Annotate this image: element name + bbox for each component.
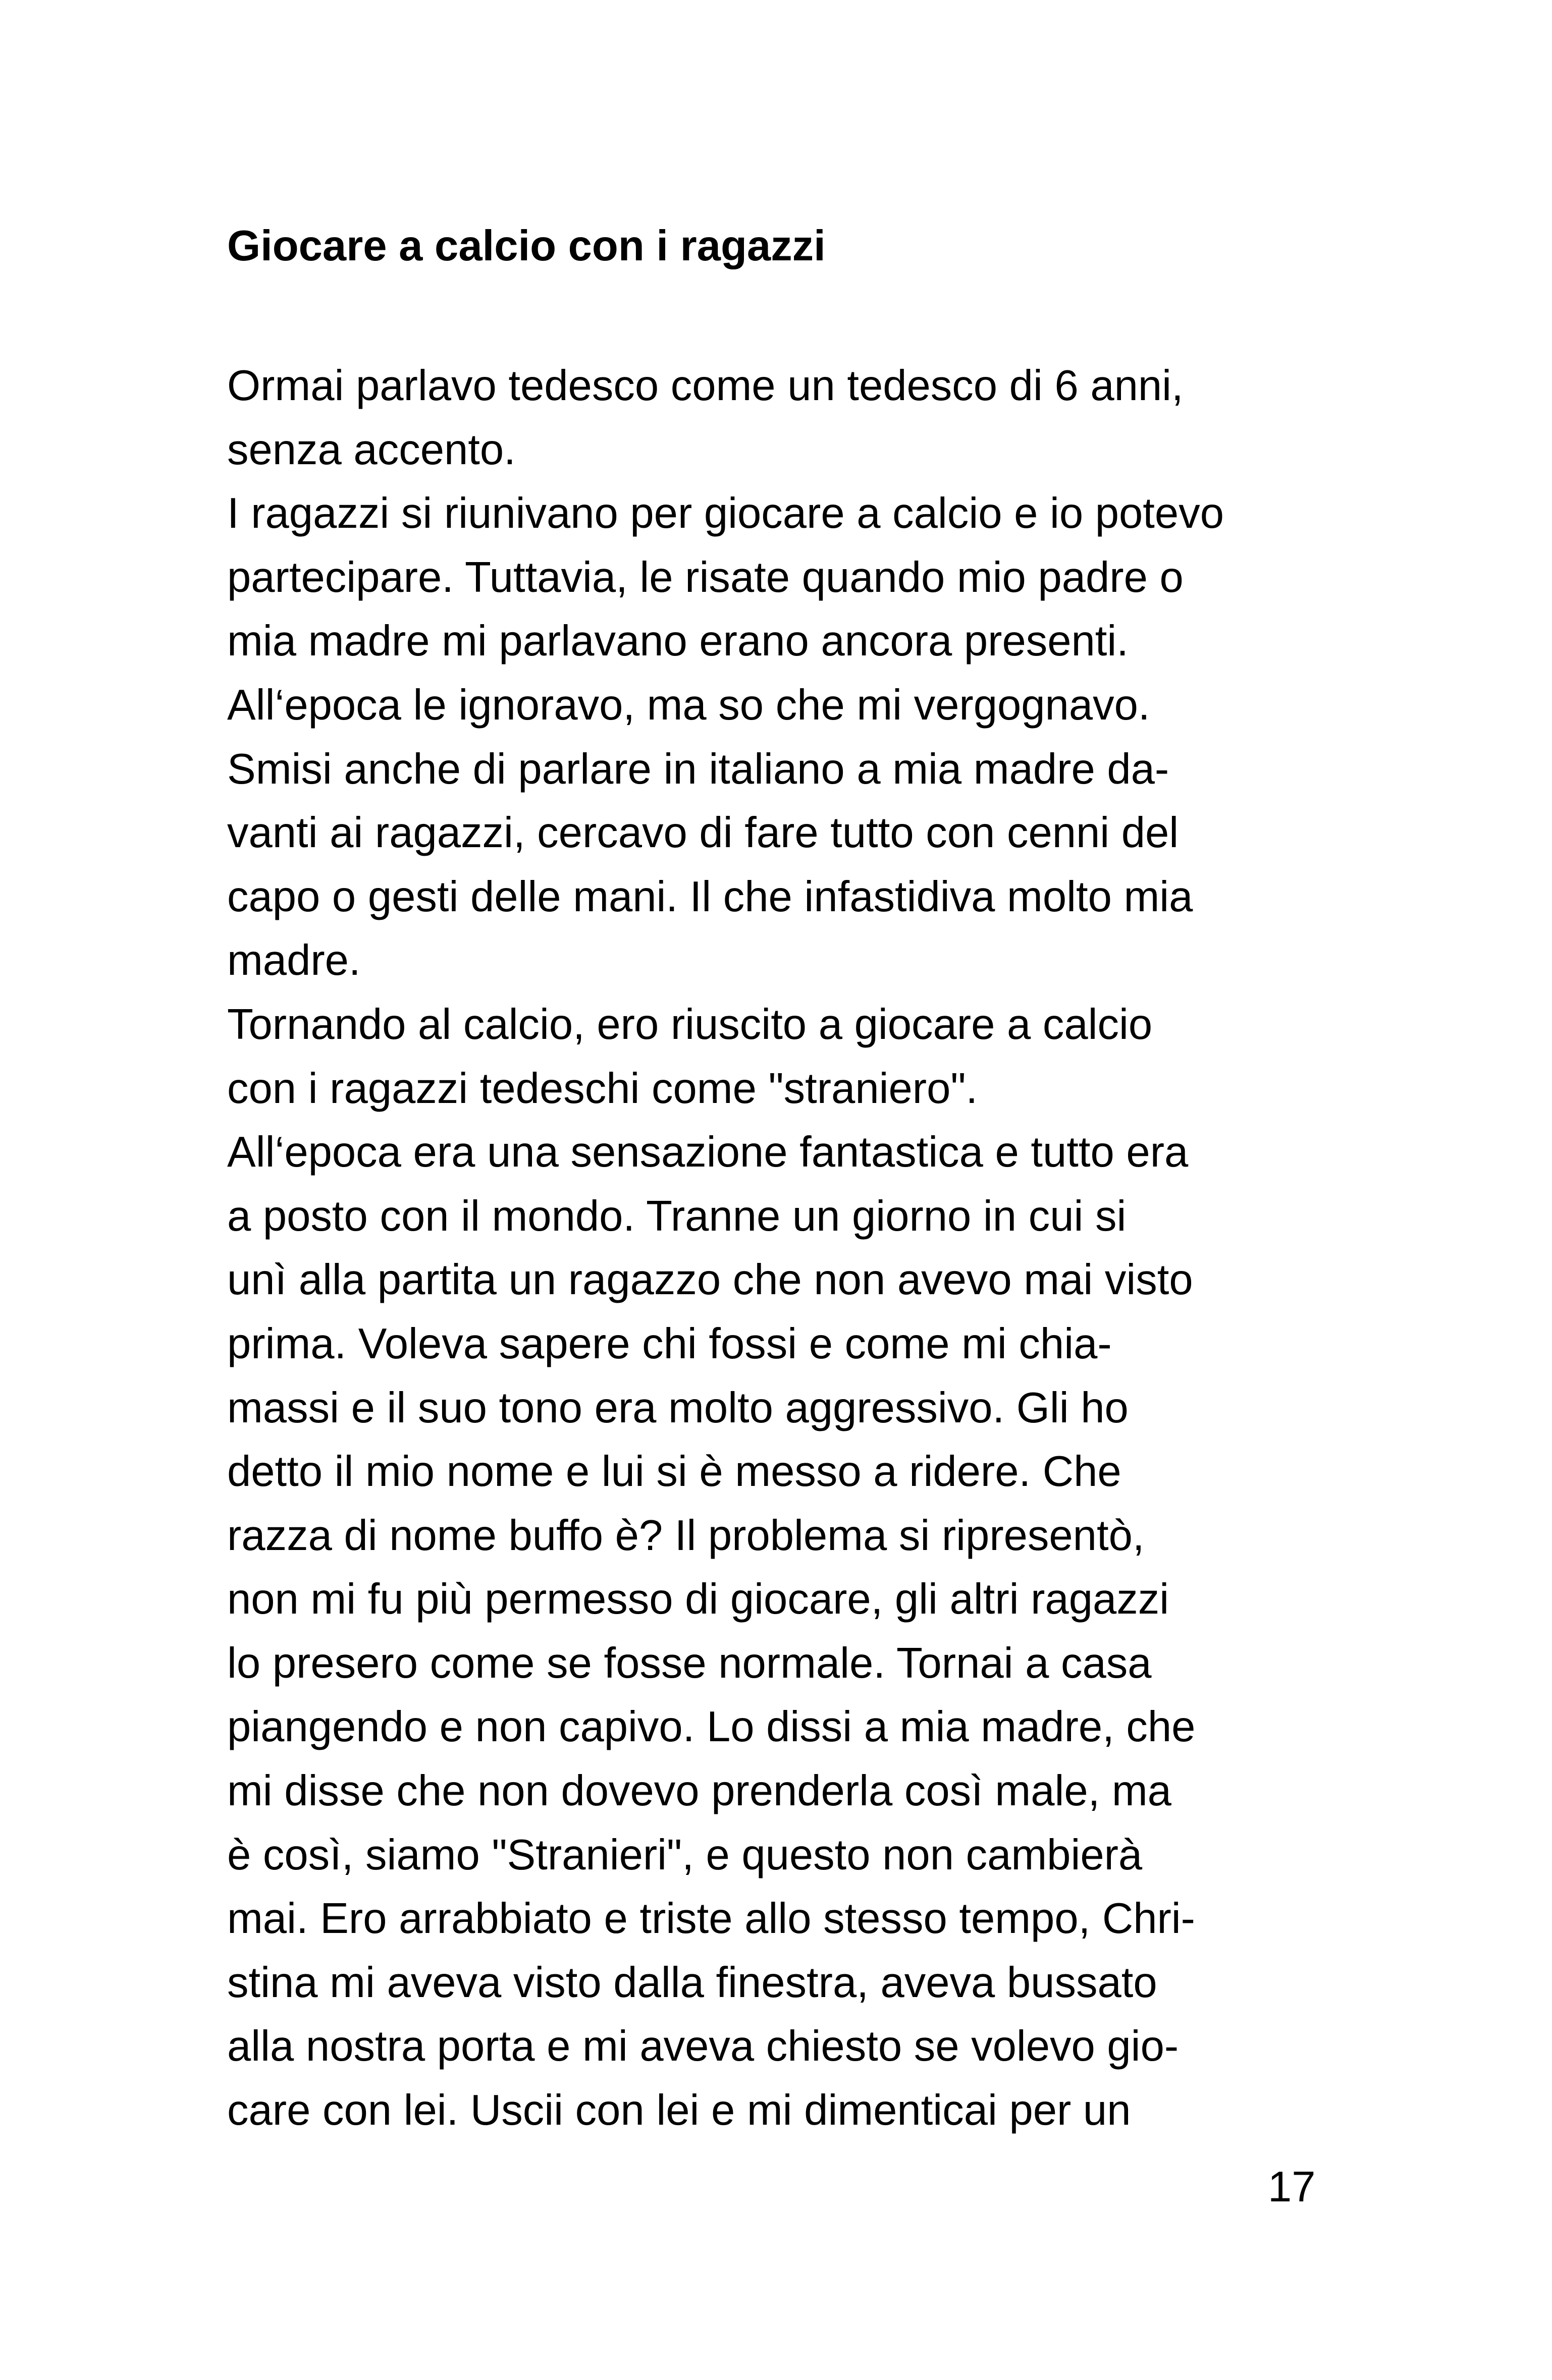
text-line: capo o gesti delle mani. Il che infastidiva molto mia bbox=[227, 872, 1193, 921]
text-line: vanti ai ragazzi, cercavo di fare tutto con cenni del bbox=[227, 809, 1179, 857]
text-line: lo presero come se fosse normale. Tornai a casa bbox=[227, 1639, 1152, 1687]
body-text bbox=[227, 354, 1224, 2143]
text-line: mai. Ero arrabbiato e triste allo stesso tempo, Chri- bbox=[227, 1895, 1195, 1943]
chapter-title: Giocare a calcio con i ragazzi bbox=[227, 222, 826, 270]
text-line: unì alla partita un ragazzo che non avevo mai visto bbox=[227, 1256, 1193, 1304]
text-line: a posto con il mondo. Tranne un giorno in cui si bbox=[227, 1192, 1127, 1240]
text-line: Smisi anche di parlare in italiano a mia madre da- bbox=[227, 745, 1169, 793]
text-line: massi e il suo tono era molto aggressivo. Gli ho bbox=[227, 1383, 1129, 1432]
text-line: mi disse che non dovevo prenderla così male, ma bbox=[227, 1767, 1171, 1815]
text-line: partecipare. Tuttavia, le risate quando mio padre o bbox=[227, 553, 1184, 601]
text-line: Ormai parlavo tedesco come un tedesco di 6 anni, bbox=[227, 362, 1184, 410]
text-line: è così, siamo "Stranieri", e questo non cambierà bbox=[227, 1831, 1143, 1879]
text-line: detto il mio nome e lui si è messo a ridere. Che bbox=[227, 1448, 1121, 1496]
text-line: mia madre mi parlavano erano ancora presenti. bbox=[227, 617, 1129, 666]
page-number: 17 bbox=[1268, 2163, 1316, 2211]
text-line: stina mi aveva visto dalla finestra, aveva bussato bbox=[227, 1958, 1157, 2007]
text-line: alla nostra porta e mi aveva chiesto se volevo gio- bbox=[227, 2022, 1179, 2071]
text-line: prima. Voleva sapere chi fossi e come mi chia- bbox=[227, 1319, 1112, 1368]
text-line: All‘epoca era una sensazione fantastica e tutto era bbox=[227, 1128, 1189, 1177]
text-line: razza di nome buffo è? Il problema si ripresentò, bbox=[227, 1511, 1145, 1560]
text-line: madre. bbox=[227, 936, 361, 985]
text-line: All‘epoca le ignoravo, ma so che mi vergognavo. bbox=[227, 681, 1150, 729]
text-line: senza accento. bbox=[227, 425, 516, 474]
text-line: piangendo e non capivo. Lo dissi a mia madre, che bbox=[227, 1703, 1196, 1751]
text-line: care con lei. Uscii con lei e mi dimenticai per un bbox=[227, 2086, 1131, 2135]
text-line: con i ragazzi tedeschi come "straniero". bbox=[227, 1064, 978, 1113]
text-line: I ragazzi si riunivano per giocare a calcio e io potevo bbox=[227, 489, 1224, 538]
text-line: non mi fu più permesso di giocare, gli altri ragazzi bbox=[227, 1575, 1169, 1624]
text-line: Tornando al calcio, ero riuscito a giocare a calcio bbox=[227, 1000, 1153, 1048]
